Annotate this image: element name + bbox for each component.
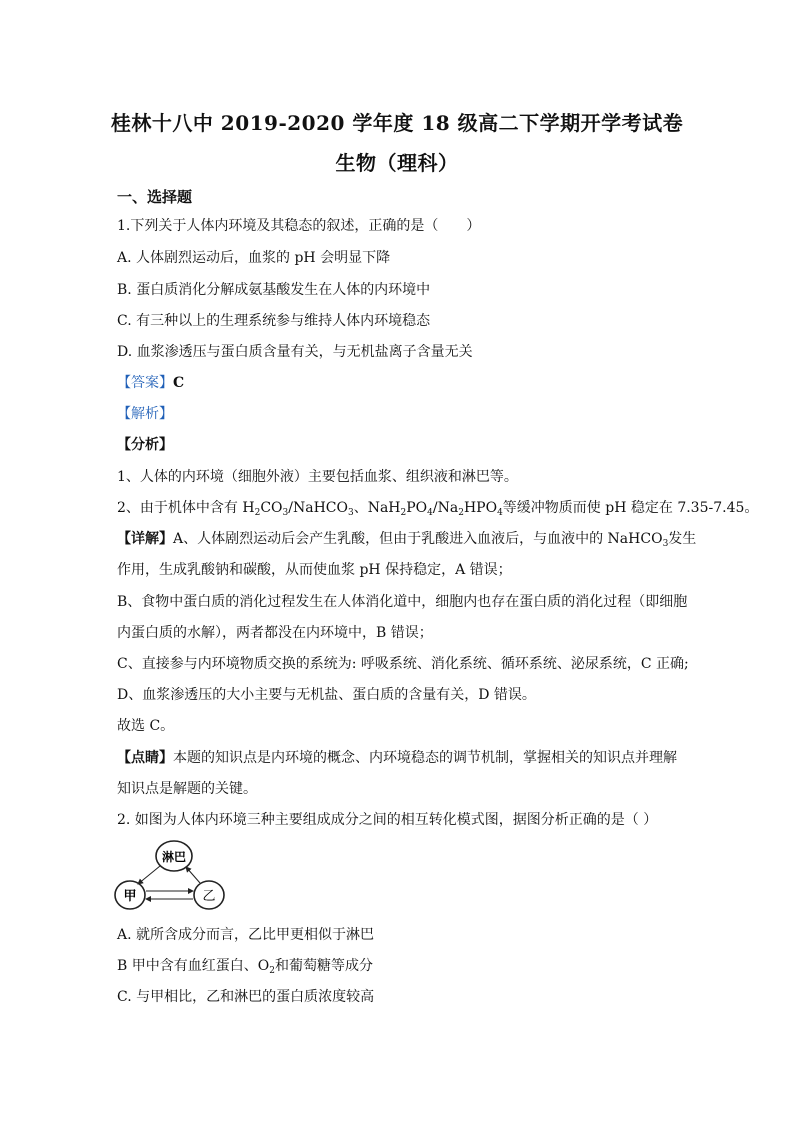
- subscript: 3: [282, 508, 289, 518]
- detail-line-4: 内蛋白质的水解），两者都没在内环境中，B 错误；: [117, 625, 433, 641]
- answer-label: 【答案】: [117, 375, 173, 391]
- q1-option-c: C. 有三种以上的生理系统参与维持人体内环境稳态: [117, 313, 431, 329]
- section-heading: 一、选择题: [117, 188, 193, 206]
- text-span: 本题的知识点是内环境的概念、内环境稳态的调节机制，掌握相关的知识点并理解: [173, 750, 677, 766]
- arrow-lymph-to-jia: [138, 866, 160, 884]
- text-span: 2、由于机体中含有 H: [117, 500, 255, 516]
- yi-node-label: 乙: [202, 889, 216, 904]
- text-span: /NaHCO: [288, 500, 348, 516]
- subscript: 3: [347, 508, 354, 518]
- exam-title: 桂林十八中 2019-2020 学年度 18 级高二下学期开学考试卷: [110, 111, 684, 135]
- detail-label: 【详解】: [117, 531, 173, 547]
- tip-line-1: [117, 749, 677, 767]
- fenxi-label: 【分析】: [117, 437, 173, 453]
- tip-label: 【点睛】: [117, 750, 173, 766]
- subscript: 2: [269, 966, 275, 976]
- q1-option-a: A. 人体剧烈运动后，血浆的 pH 会明显下降: [117, 250, 391, 266]
- text-span: PO: [406, 500, 428, 516]
- text-span: HPO: [463, 500, 498, 516]
- q1-option-b: B. 蛋白质消化分解成氨基酸发生在人体的内环境中: [117, 282, 431, 298]
- tip-line-2: 知识点是解题的关键。: [117, 781, 257, 797]
- answer-value: C: [173, 375, 185, 391]
- subscript: 2: [458, 508, 464, 518]
- jia-node-label: 甲: [123, 889, 137, 904]
- q1-option-d: D. 血浆渗透压与蛋白质含量有关，与无机盐离子含量无关: [117, 344, 473, 360]
- analysis-label: 【解析】: [117, 406, 173, 422]
- text-span: A、人体剧烈运动后会产生乳酸，但由于乳酸进入血液后，与血液中的 NaHCO: [173, 531, 663, 547]
- detail-line-2: 作用，生成乳酸钠和碳酸，从而使血浆 pH 保持稳定，A 错误；: [117, 562, 512, 578]
- detail-line-1: [117, 530, 696, 553]
- lymph-node-label: 淋巴: [161, 850, 187, 864]
- detail-line-3: B、食物中蛋白质的消化过程发生在人体消化道中，细胞内也存在蛋白质的消化过程（即细胞: [117, 594, 688, 610]
- text-span: B 甲中含有血红蛋白、O: [117, 958, 270, 974]
- fenxi-point-1: 1、人体的内环境（细胞外液）主要包括血浆、组织液和淋巴等。: [117, 469, 518, 485]
- q2-stem: 2. 如图为人体内环境三种主要组成成分之间的相互转化模式图，据图分析正确的是（ ）: [117, 812, 658, 828]
- q2-option-a: A. 就所含成分而言，乙比甲更相似于淋巴: [117, 927, 375, 943]
- q1-stem: 1.下列关于人体内环境及其稳态的叙述，正确的是（ ）: [117, 218, 481, 234]
- text-span: 和葡萄糖等成分: [274, 958, 373, 974]
- detail-line-6: D、血浆渗透压的大小主要与无机盐、蛋白质的含量有关，D 错误。: [117, 687, 536, 703]
- text-span: /Na: [432, 500, 459, 516]
- conclusion: 故选 C。: [117, 718, 175, 734]
- subscript: 3: [662, 539, 669, 549]
- q1-answer-line: [117, 374, 184, 392]
- text-span: 、NaH: [353, 500, 401, 516]
- exam-subtitle: 生物（理科）: [335, 151, 459, 175]
- text-span: 等缓冲物质而使 pH 稳定在 7.35-7.45。: [502, 500, 759, 516]
- fenxi-point-2: [117, 499, 758, 522]
- q2-option-c: C. 与甲相比，乙和淋巴的蛋白质浓度较高: [117, 989, 375, 1005]
- q2-option-b: [117, 957, 373, 980]
- subscript: 4: [497, 508, 503, 518]
- arrow-yi-to-lymph: [186, 867, 200, 883]
- fluid-conversion-diagram: [110, 836, 240, 916]
- subscript: 2: [400, 508, 407, 518]
- subscript: 2: [254, 508, 261, 518]
- text-span: 发生: [668, 531, 697, 547]
- subscript: 4: [427, 508, 433, 518]
- detail-line-5: C、直接参与内环境物质交换的系统为: 呼吸系统、消化系统、循环系统、泌尿系统，C 正确;: [117, 656, 689, 672]
- text-span: CO: [260, 500, 283, 516]
